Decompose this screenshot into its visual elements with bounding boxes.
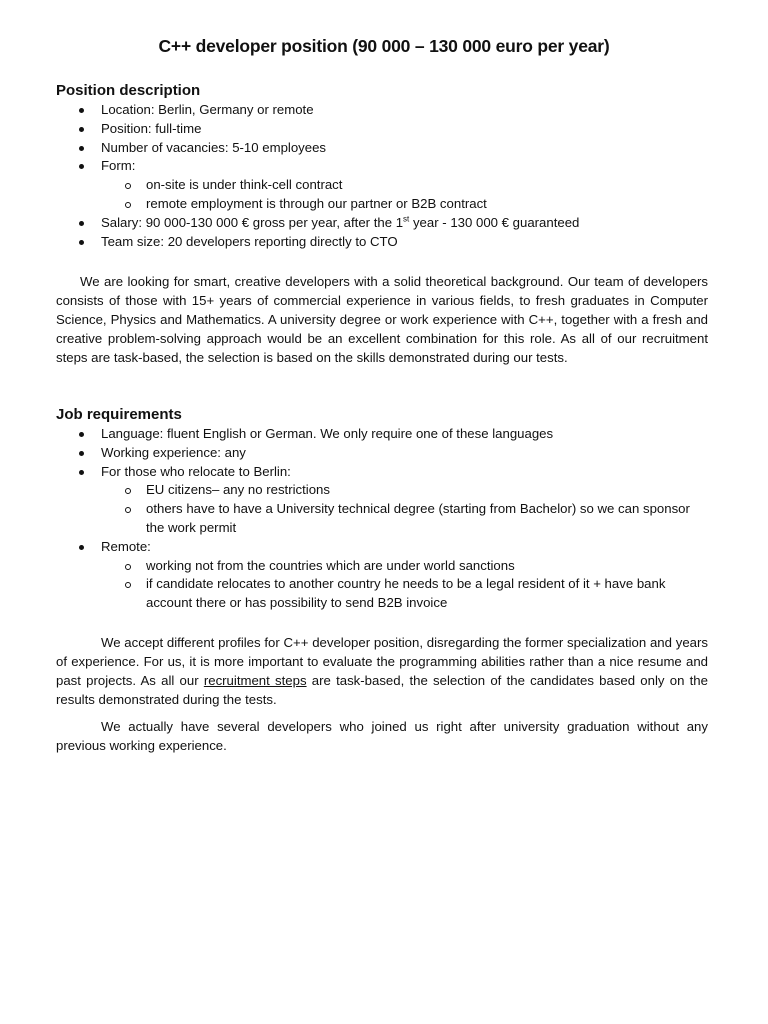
graduates-paragraph: We actually have several developers who joined us right after university graduation without any previous working experience.: [56, 719, 708, 753]
salary-text: Salary: 90 000-130 000 € gross per year, after the 1: [101, 214, 404, 230]
salary-text-rest: year - 130 000 € guaranteed: [409, 214, 580, 230]
sub-list-item: EU citizens– any no restrictions: [56, 481, 708, 500]
position-description-section: [56, 81, 708, 251]
list-item-relocate: For those who relocate to Berlin:: [56, 463, 708, 482]
list-item-language: Language: fluent English or German. We only require one of these languages: [56, 425, 708, 444]
paragraph-text: are task-based, the selection of the candidates based only on the results demonstrated during the tests.: [56, 673, 708, 707]
requirements-list: [56, 425, 708, 613]
sub-list-item: if candidate relocates to another country he needs to be a legal resident of it + have bank account there or has possibility to send B2B invoice: [56, 575, 708, 613]
list-item-position: Position: full-time: [56, 120, 708, 139]
sub-list-item: on-site is under think-cell contract: [56, 176, 708, 195]
position-list: [56, 101, 708, 251]
page-title: C++ developer position (90 000 – 130 000 euro per year): [158, 36, 610, 56]
list-item-team-size: Team size: 20 developers reporting directly to CTO: [56, 233, 708, 252]
list-item-remote: Remote:: [56, 538, 708, 557]
paragraph-text: We accept different profiles for C++ developer position, disregarding the former specialization and years of experience. For us, it is more important to evaluate the programming abilities rather than a nice resume and past projects. As all our: [56, 635, 708, 688]
sub-list-item: others have to have a University technical degree (starting from Bachelor) so we can sponsor the work permit: [56, 500, 708, 538]
list-item-salary: [56, 214, 708, 233]
sub-list-item: working not from the countries which are under world sanctions: [56, 557, 708, 576]
intro-paragraph: We are looking for smart, creative developers with a solid theoretical background. Our team of developers consists of those with 15+ years of commercial experience in various fields, to fresh graduates in Computer Science, Physics and Mathematics. A university degree or work experience with C++, together with a fresh and creative problem-solving approach would be an excellent combination for this role. As all of our recruitment steps are task-based, the selection is based on the skills demonstrated during our tests.: [56, 274, 708, 365]
job-requirements-section: [56, 405, 708, 613]
profiles-paragraph: [56, 633, 708, 709]
sub-list-item: remote employment is through our partner or B2B contract: [56, 195, 708, 214]
ordinal-suffix: st: [403, 214, 410, 224]
section-heading: Job requirements: [56, 406, 182, 423]
list-item-form: Form:: [56, 157, 708, 176]
list-item-location: Location: Berlin, Germany or remote: [56, 101, 708, 120]
recruitment-steps-link[interactable]: recruitment steps: [203, 673, 307, 688]
list-item-vacancies: Number of vacancies: 5-10 employees: [56, 139, 708, 158]
list-item-experience: Working experience: any: [56, 444, 708, 463]
section-heading: Position description: [56, 82, 201, 99]
